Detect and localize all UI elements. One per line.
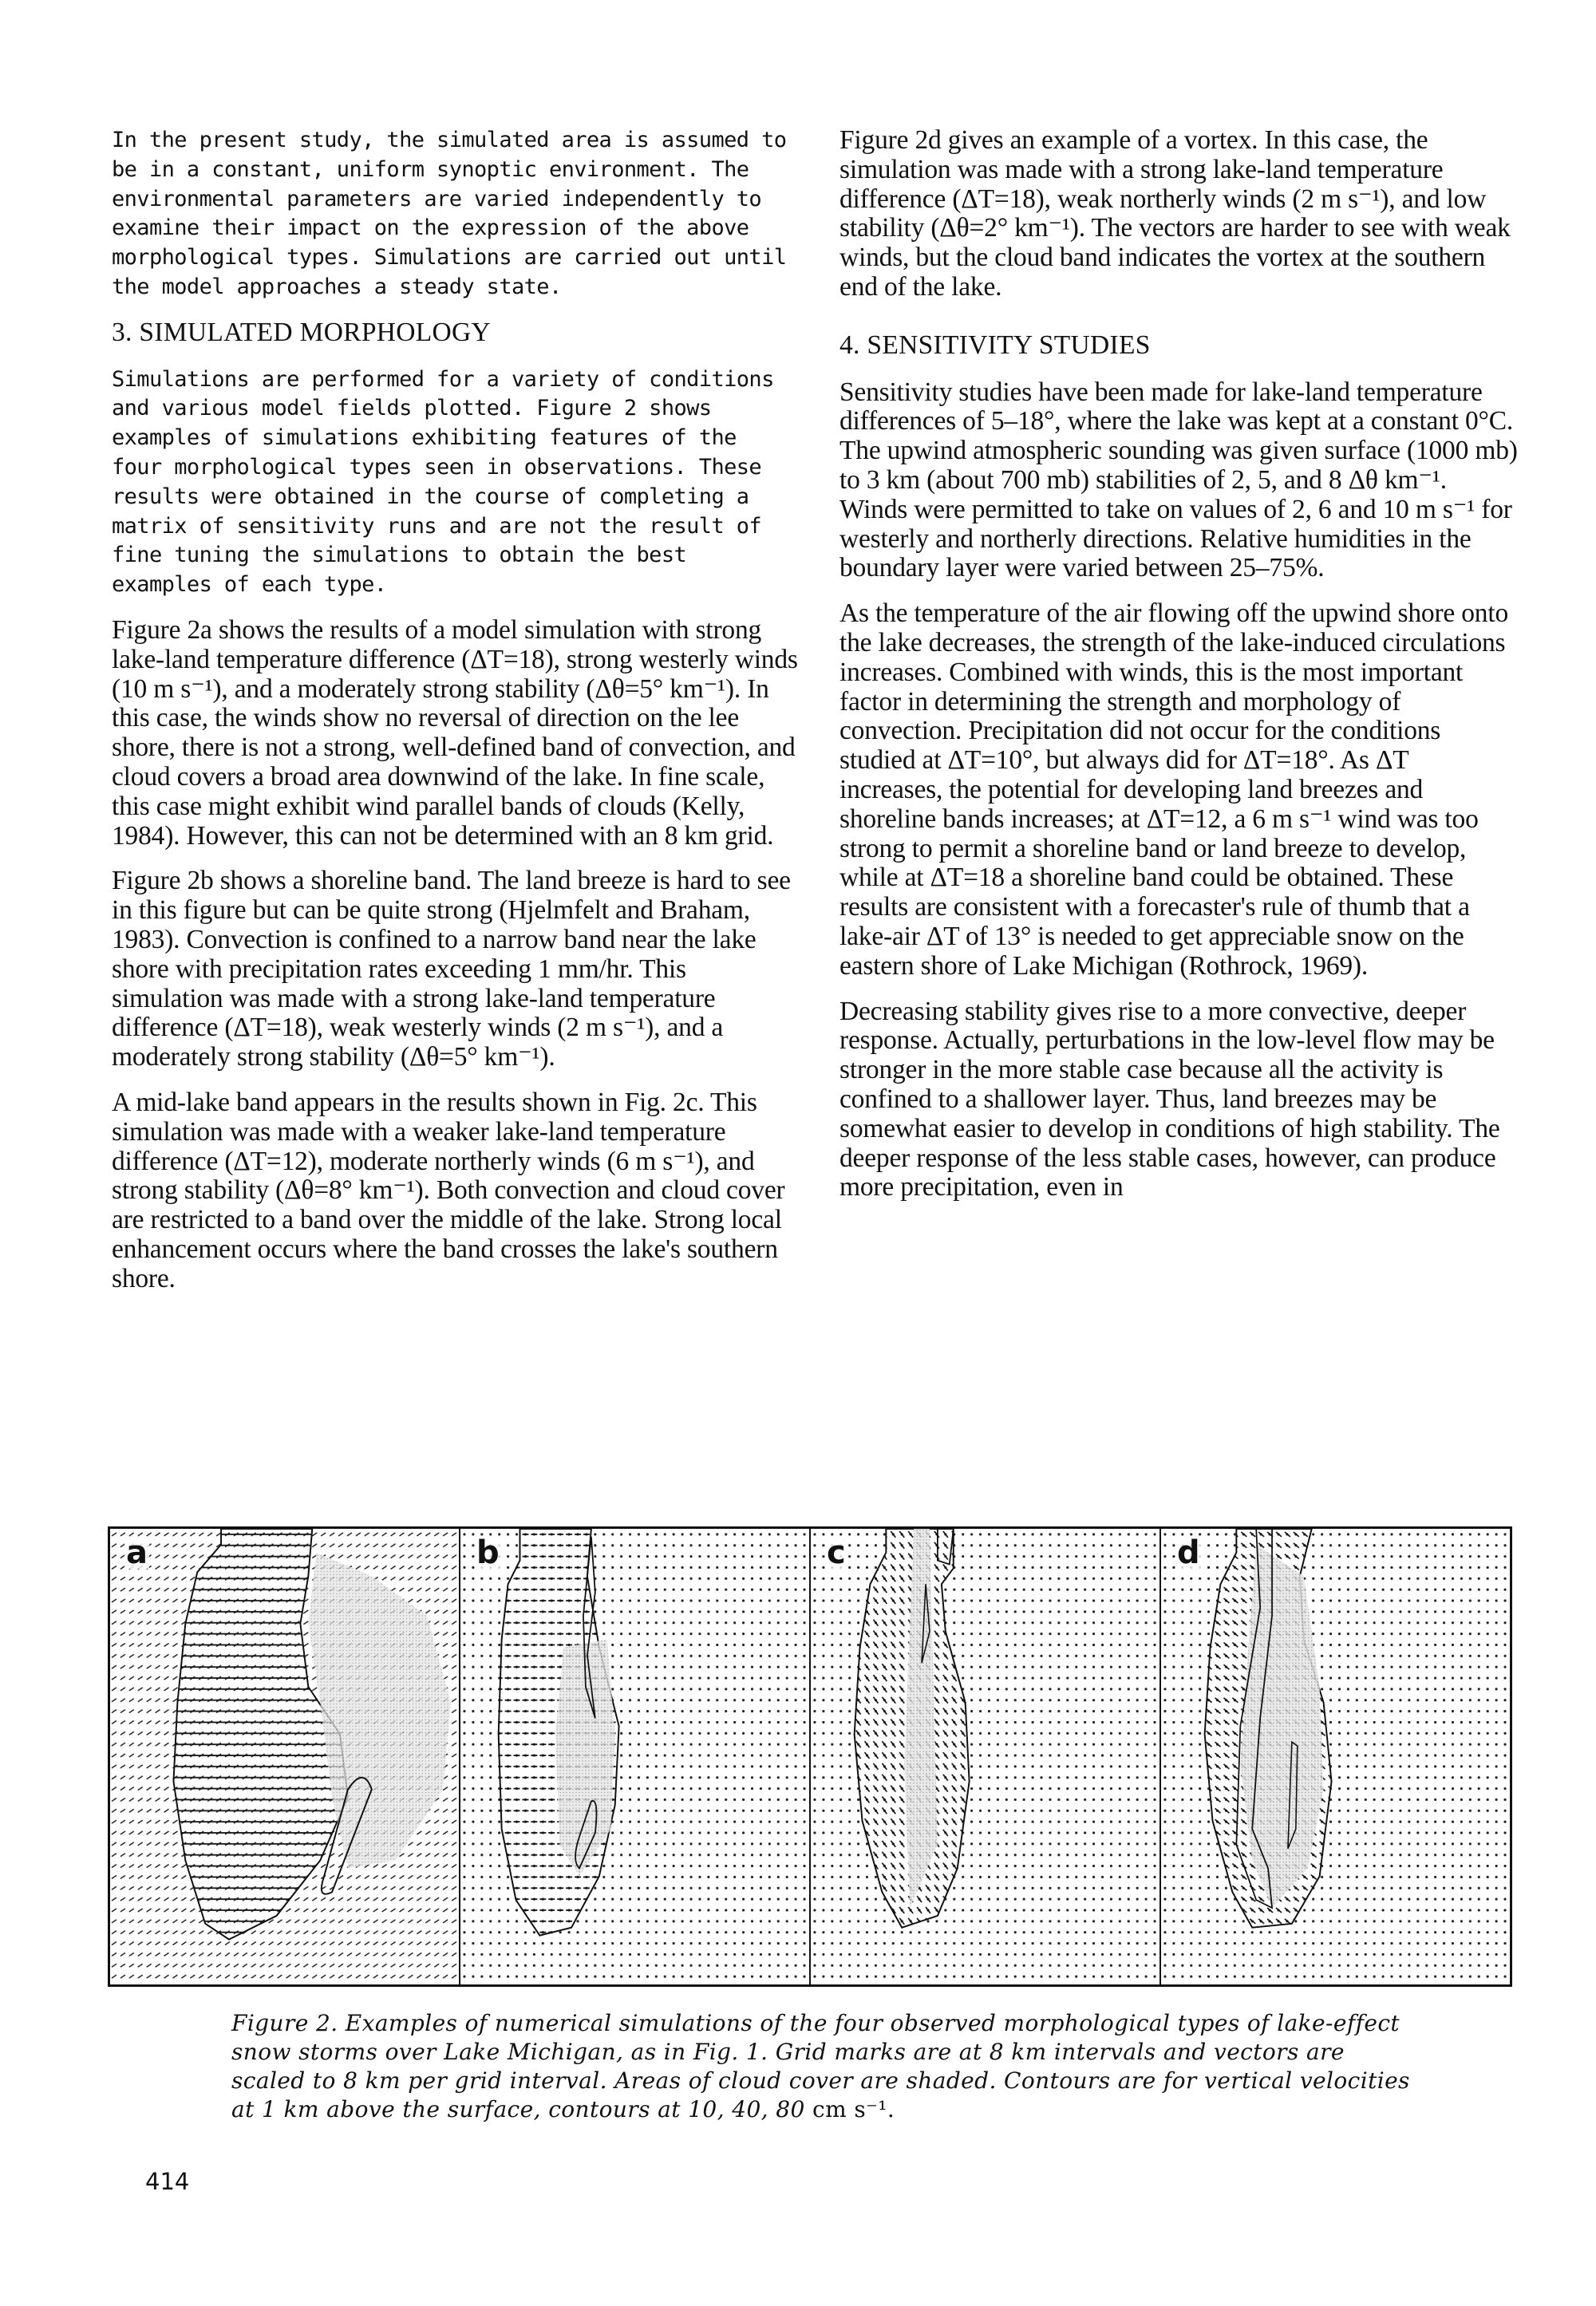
paragraph-figure-2a: Figure 2a shows the results of a model simulation with strong lake-land temperature difference (ΔT=18), strong westerly winds (10 m s⁻¹), and a moderately strong stability (Δθ=5° km⁻¹). In this case, the winds show no reversal of direction on the lee shore, there is not a strong, well-defined band of convection, and cloud covers a broad area downwind of the lake. In fine scale, this case might exhibit wind parallel bands of clouds (Kelly, 1984). However, this can not be determined with an 8 km grid. xyxy=(112,614,798,851)
paragraph-figure-2d: Figure 2d gives an example of a vortex. In this case, the simulation was made with a strong lake-land temperature difference (ΔT=18), weak northerly winds (2 m s⁻¹), and low stability (Δθ=2° km⁻¹). The vectors are harder to see with weak winds, but the cloud band indicates the vortex at the southern end of the lake. xyxy=(839,125,1511,302)
paragraph-temperature-effect: As the temperature of the air flowing off the upwind shore onto the lake decreases, the strength of the lake-induced circulations increases. Combined with winds, this is the most important factor in determining the strength and morphology of convection. Precipitation did not occur for the conditions studied at ΔT=10°, but always did for ΔT=18°. As ΔT increases, the potential for developing land breezes and shoreline bands increases; at ΔT=12, a 6 m s⁻¹ wind was too strong to permit a shoreline band or land breeze to develop, while at ΔT=18 a shoreline band could be obtained. These results are consistent with a forecaster's rule of thumb that a lake-air ΔT of 13° is needed to get appreciable snow on the eastern shore of Lake Michigan (Rothrock, 1969). xyxy=(839,598,1509,981)
figure-2-caption xyxy=(231,2009,1412,2124)
panel-label-c: c xyxy=(827,1534,846,1571)
paragraph-figure-2c: A mid-lake band appears in the results shown in Fig. 2c. This simulation was made with a weaker lake-land temperature difference (ΔT=12), moderate northerly winds (6 m s⁻¹), and strong stability (Δθ=8° km⁻¹). Both convection and cloud cover are restricted to a band over the middle of the lake. Strong local enhancement occurs where the band crosses the lake's southern shore. xyxy=(112,1087,785,1293)
page-number: 414 xyxy=(145,2168,190,2195)
figure-panel-a xyxy=(110,1529,460,1984)
paragraph-simulations-overview: Simulations are performed for a variety of conditions and various model fields plotted. Figure 2 shows examples of simulations exhibiting features of the four morphological types seen in observations. These results were obtained in the course of completing a matrix of sensitivity runs and are not the result of fine tuning the simulations to obtain the best examples of each type. xyxy=(112,366,774,598)
right-column xyxy=(839,126,1518,1218)
vector-field-plot-b xyxy=(460,1529,809,1984)
paragraph-stability-effect: Decreasing stability gives rise to a more convective, deeper response. Actually, perturbations in the low-level flow may be stronger in the more stable case because all the activity is confined to a shallower layer. Thus, land breezes may be somewhat easier to develop in conditions of high stability. The deeper response of the less stable cases, however, can produce more precipitation, even in xyxy=(839,996,1500,1202)
vector-field-plot-a xyxy=(110,1529,459,1984)
panel-label-a: a xyxy=(126,1534,148,1571)
intro-paragraph: In the present study, the simulated area is assumed to be in a constant, uniform synoptic environment. The environmental parameters are varied independently to examine their impact on the expression of the above morphological types. Simulations are carried out until the model approaches a steady state. xyxy=(112,128,787,299)
section-4-heading: 4. SENSITIVITY STUDIES xyxy=(839,330,1151,360)
caption-text: Figure 2. Examples of numerical simulations of the four observed morphological types of lake-effect snow storms over Lake Michigan, as in Fig. 1. Grid marks are at 8 km intervals and vectors are scaled to 8 km per grid interval. Areas of cloud cover are shaded. Contours are for vertical velocities at 1 km above the surface, contours at 10, 40, 80 xyxy=(231,2010,1410,2122)
paragraph-figure-2b: Figure 2b shows a shoreline band. The land breeze is hard to see in this figure but can be quite strong (Hjelmfelt and Braham, 1983). Convection is confined to a narrow band near the lake shore with precipitation rates exceeding 1 mm/hr. This simulation was made with a strong lake-land temperature difference (ΔT=18), weak westerly winds (2 m s⁻¹), and a moderately strong stability (Δθ=5° km⁻¹). xyxy=(112,866,791,1072)
vector-field-plot-d xyxy=(1161,1529,1510,1984)
figure-panel-c xyxy=(811,1529,1161,1984)
figure-panel-b xyxy=(460,1529,811,1984)
panel-label-b: b xyxy=(476,1534,500,1571)
vector-field-plot-c xyxy=(811,1529,1159,1984)
panel-label-d: d xyxy=(1177,1534,1200,1571)
figure-panel-d xyxy=(1161,1529,1510,1984)
left-column xyxy=(112,126,798,1309)
figure-2 xyxy=(108,1526,1512,1987)
paragraph-sensitivity-setup: Sensitivity studies have been made for lake-land temperature differences of 5–18°, where the lake was kept at a constant 0°C. The upwind atmospheric sounding was given surface (1000 mb) to 3 km (about 700 mb) stabilities of 2, 5, and 8 Δθ km⁻¹. Winds were permitted to take on values of 2, 6 and 10 m s⁻¹ for westerly and northerly directions. Relative humidities in the boundary layer were varied between 25–75%. xyxy=(839,377,1518,583)
caption-units: cm s⁻¹. xyxy=(804,2096,895,2122)
section-3-heading: 3. SIMULATED MORPHOLOGY xyxy=(112,317,491,347)
